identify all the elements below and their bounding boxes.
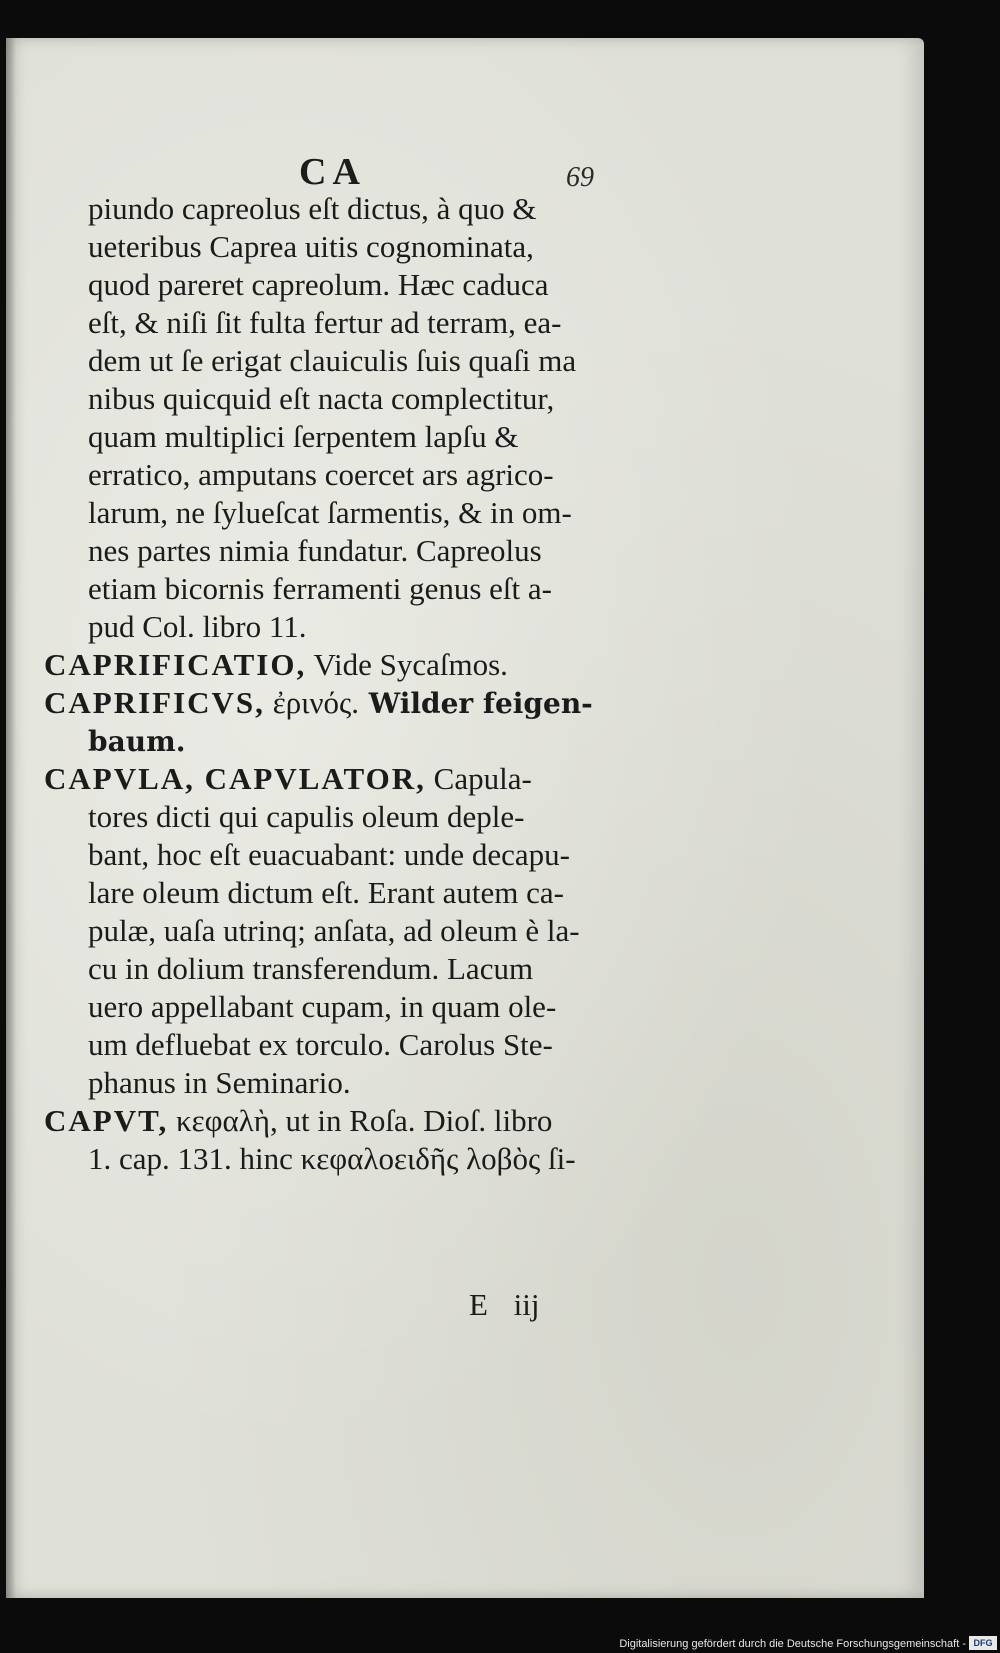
line-text: nibus quicquid eſt nacta complectitur, [88, 381, 555, 416]
line-text: erratico, amputans coercet ars agrico- [88, 457, 554, 492]
line-text: lare oleum dictum eſt. Erant autem ca- [88, 875, 564, 910]
line-text: Capula- [425, 761, 532, 796]
text-line [88, 722, 185, 760]
greek-text: κεφαλοειδῆς λοβὸς ſi- [300, 1141, 576, 1176]
entry-capula [44, 760, 532, 798]
text-line [88, 380, 554, 418]
line-text: um defluebat ex torculo. Carolus Ste- [88, 1027, 553, 1062]
text-line [88, 950, 533, 988]
line-text: uero appellabant cupam, in quam ole- [88, 989, 557, 1024]
digitization-footer [580, 1633, 1000, 1653]
line-text: tores dicti qui capulis oleum deple- [88, 799, 525, 834]
text-line [88, 494, 572, 532]
greek-text: κεφαλὴ, [168, 1103, 278, 1138]
text-line [88, 912, 580, 950]
line-text: quam multiplici ſerpentem lapſu & [88, 419, 519, 454]
line-text: bant, hoc eſt euacuabant: unde decapu- [88, 837, 570, 872]
line-text: etiam bicornis ferramenti genus eſt a- [88, 571, 552, 606]
line-text: larum, ne ſylueſcat ſarmentis, & in om- [88, 495, 572, 530]
entry-headword: CAPRIFICATIO, [44, 647, 307, 682]
line-text: piundo capreolus eſt dictus, à quo & [88, 191, 537, 226]
line-text: ut in Roſa. Dioſ. libro [277, 1103, 553, 1138]
entry-caprificus [44, 684, 593, 722]
text-line [88, 1064, 351, 1102]
text-line [88, 418, 518, 456]
text-line [88, 342, 576, 380]
line-text: ueteribus Caprea uitis cognominata, [88, 229, 534, 264]
line-text: pud Col. libro 11. [88, 609, 307, 644]
text-line [88, 836, 570, 874]
entry-headword: CAPRIFICVS, [44, 685, 265, 720]
book-page [6, 38, 924, 1598]
text-line [88, 1140, 576, 1178]
dfg-logo: DFG [969, 1636, 997, 1650]
greek-text: ἐρινός. [264, 685, 360, 720]
text-line [88, 190, 537, 228]
page-number: 69 [566, 162, 594, 193]
text-line [88, 570, 552, 608]
german-text: Wilder feigen- [359, 687, 593, 720]
line-text: Vide Sycaſmos. [306, 647, 508, 682]
line-text: 1. cap. 131. hinc [88, 1141, 301, 1176]
line-text: pulæ, uaſa utrinq; anſata, ad oleum è la- [88, 913, 580, 948]
entry-headword: CAPVT, [44, 1103, 169, 1138]
line-text: phanus in Seminario. [88, 1065, 351, 1100]
text-line [88, 456, 554, 494]
entry-capricatio [44, 646, 508, 684]
running-head: CA [299, 151, 366, 193]
text-line [88, 874, 564, 912]
text-line [88, 798, 524, 836]
entry-caput [44, 1102, 552, 1140]
line-text: eſt, & niſi ſit fulta fertur ad terram, ea- [88, 305, 562, 340]
text-line [88, 988, 556, 1026]
signature-mark: E iij [469, 1287, 540, 1322]
text-line [88, 608, 306, 646]
line-text: cu in dolium transferendum. Lacum [88, 951, 534, 986]
text-block [6, 38, 924, 1598]
line-text: quod pareret capreolum. Hæc caduca [88, 267, 549, 302]
footer-credit: Digitalisierung gefördert durch die Deutsche Forschungsgemeinschaft - [619, 1638, 966, 1650]
text-line [88, 304, 561, 342]
text-line [88, 228, 534, 266]
text-line [88, 532, 542, 570]
line-text: nes partes nimia fundatur. Capreolus [88, 533, 542, 568]
entry-headword: CAPVLA, CAPVLATOR, [44, 761, 426, 796]
german-text: baum. [88, 725, 186, 758]
text-line [88, 266, 548, 304]
line-text: dem ut ſe erigat clauiculis ſuis quaſi ma [88, 343, 577, 378]
text-line [88, 1026, 553, 1064]
